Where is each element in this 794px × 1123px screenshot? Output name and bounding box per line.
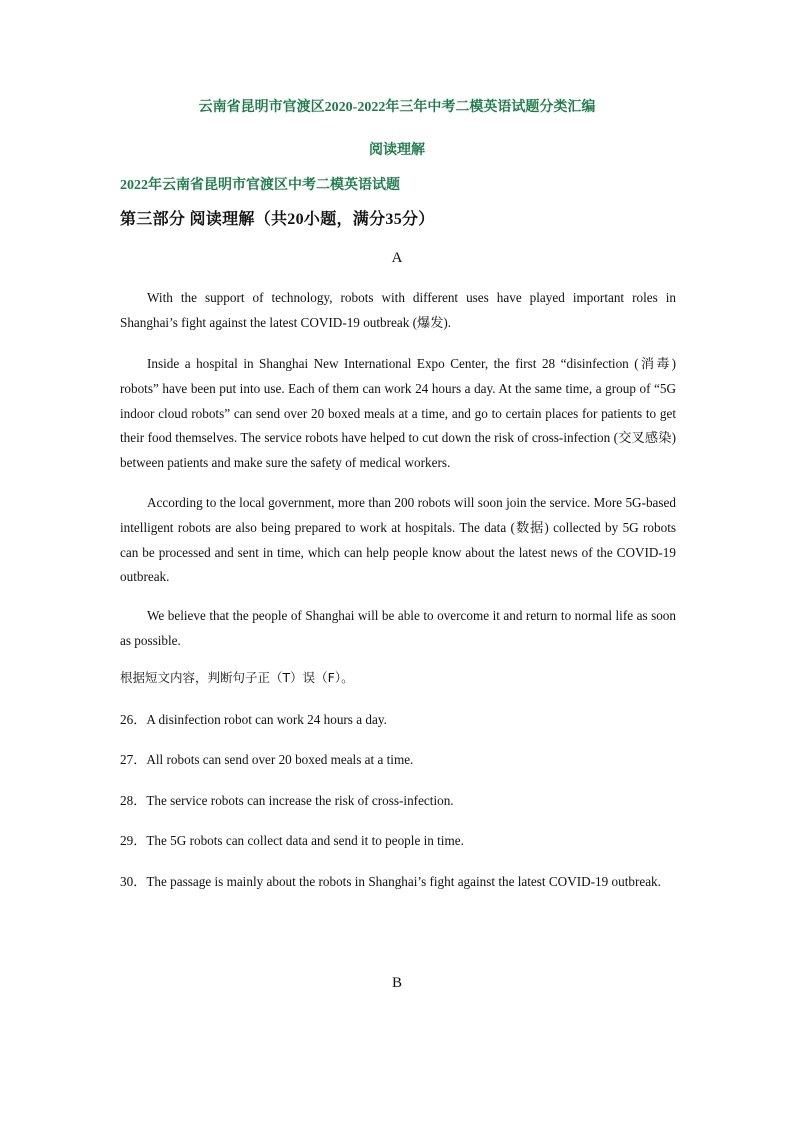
question-item: 26．A disinfection robot can work 24 hours a day.: [120, 712, 387, 727]
passage-paragraph: Inside a hospital in Shanghai New International Expo Center, the first 28 “disinfection (消毒) robots” have been put into use. Each of them can work 24 hours a day. At the same time, a group of “5G indoor cloud robots” can send over 20 boxed meals at a time, and go to certain places for patients to get their food themselves. The service robots have helped to cut down the risk of cross-infection (交叉感染) between patients and make sure the safety of medical workers.: [120, 356, 676, 471]
question-item: 28．The service robots can increase the risk of cross-infection.: [120, 793, 454, 808]
part-title: 第三部分 阅读理解（共20小题，满分35分）: [120, 211, 435, 228]
question-item: 27．All robots can send over 20 boxed meals at a time.: [120, 752, 414, 767]
passage-paragraph: We believe that the people of Shanghai will be able to overcome it and return to normal life as soon as possible.: [120, 608, 676, 648]
question-item: 29．The 5G robots can collect data and send it to people in time.: [120, 833, 464, 848]
document-subtitle: 阅读理解: [369, 143, 425, 158]
section-b-label: B: [391, 975, 402, 991]
document-title: 云南省昆明市官渡区2020-2022年三年中考二模英语试题分类汇编: [198, 100, 596, 115]
exam-title: 2022年云南省昆明市官渡区中考二模英语试题: [120, 178, 400, 193]
section-a-label: A: [391, 250, 403, 266]
passage-paragraph: With the support of technology, robots with different uses have played important roles in Shanghai’s fight against the latest COVID-19 outbreak (爆发).: [120, 290, 676, 330]
passage-paragraph: According to the local government, more than 200 robots will soon join the service. More 5G-based intelligent robots are also being prepared to work at hospitals. The data (数据) collected by 5G robots can be processed and sent in time, which can help people know about the latest news of the COVID-19 outbreak.: [120, 495, 676, 585]
question-item: 30．The passage is mainly about the robots in Shanghai’s fight against the latest COVID-19 outbreak.: [120, 874, 661, 889]
question-instruction: 根据短文内容，判断句子正（T）误（F）。: [120, 670, 354, 685]
